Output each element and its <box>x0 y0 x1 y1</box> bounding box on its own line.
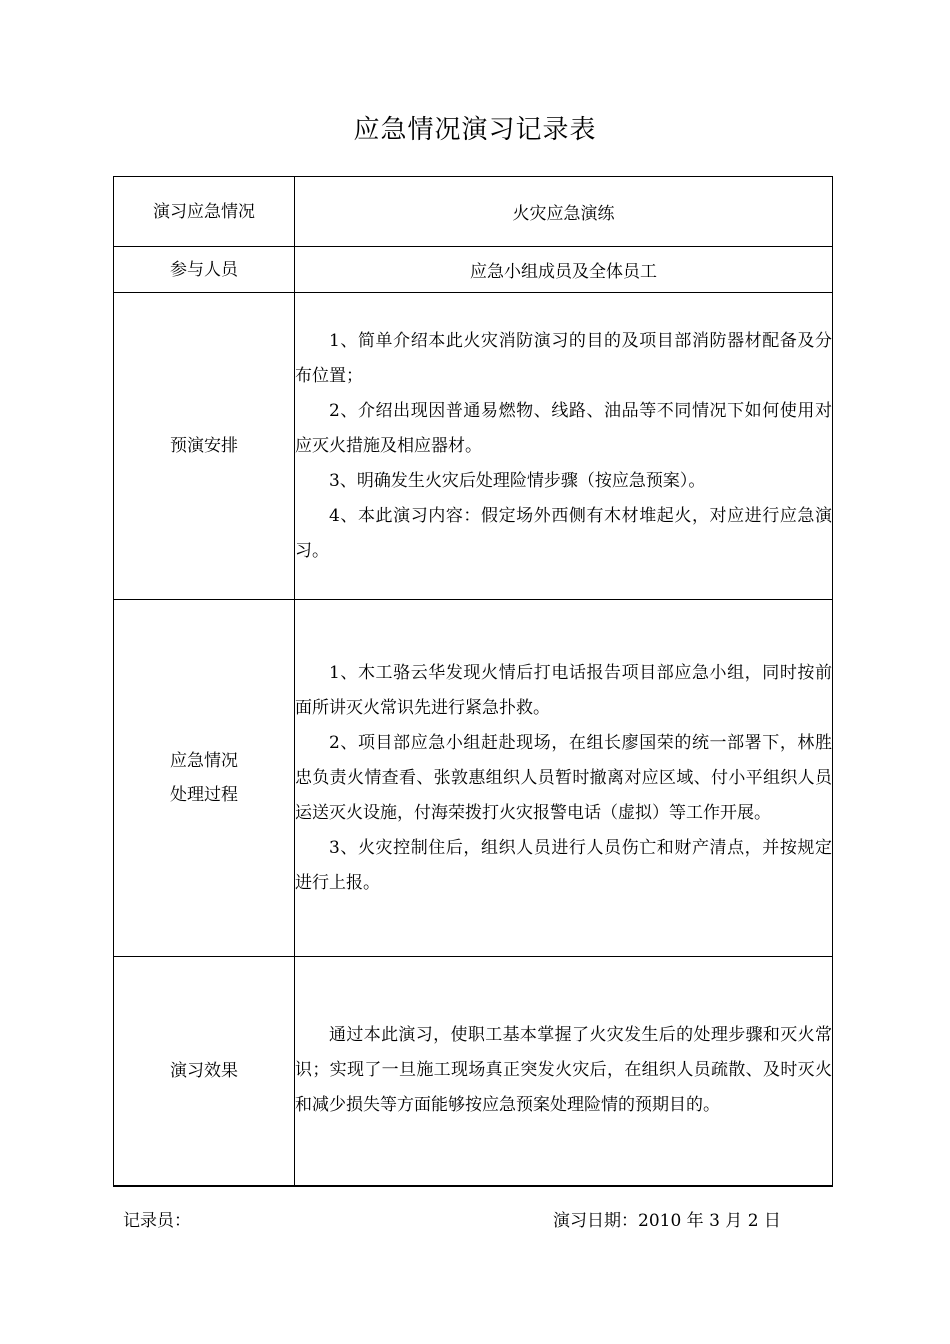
effect-item: 通过本此演习，使职工基本掌握了火灾发生后的处理步骤和灭火常识；实现了一旦施工现场真正突发火灾后，在组织人员疏散、及时灭火和减少损失等方面能够按应急预案处理险情的预期目的。 <box>295 1025 832 1116</box>
table-row <box>114 600 833 957</box>
arrangement-item: 2、介绍出现因普通易燃物、线路、油品等不同情况下如何使用对应灭火措施及相应器材。 <box>295 400 832 456</box>
process-item: 1、木工骆云华发现火情后打电话报告项目部应急小组，同时按前面所讲灭火常识先进行紧急扑救。 <box>295 662 832 718</box>
process-content <box>295 600 833 957</box>
arrangement-item: 4、本此演习内容：假定场外西侧有木材堆起火，对应进行应急演习。 <box>295 505 832 561</box>
arrangement-item: 1、简单介绍本此火灾消防演习的目的及项目部消防器材配备及分布位置； <box>295 330 832 386</box>
participants-value: 应急小组成员及全体员工 <box>295 247 833 293</box>
situation-label: 演习应急情况 <box>114 177 295 247</box>
table-row <box>114 957 833 1186</box>
drill-record-table <box>113 176 833 1187</box>
arrangement-item: 3、明确发生火灾后处理险情步骤（按应急预案）。 <box>329 470 706 491</box>
page-title: 应急情况演习记录表 <box>353 115 597 145</box>
table-row <box>114 293 833 600</box>
effect-label: 演习效果 <box>114 957 295 1186</box>
arrangement-label: 预演安排 <box>114 293 295 600</box>
process-label <box>114 600 295 957</box>
situation-value: 火灾应急演练 <box>295 177 833 247</box>
table-row <box>114 177 833 247</box>
drill-date: 演习日期：2010 年 3 月 2 日 <box>553 1211 781 1231</box>
table-row <box>114 247 833 293</box>
process-label-line: 应急情况 <box>170 751 238 771</box>
participants-label: 参与人员 <box>114 247 295 293</box>
recorder-field: 记录员： <box>123 1211 191 1231</box>
process-label-line: 处理过程 <box>170 785 238 805</box>
process-item: 2、项目部应急小组赶赴现场，在组长廖国荣的统一部署下，林胜忠负责火情查看、张敦惠组织人员暂时撤离对应区域、付小平组织人员运送灭火设施，付海荣拨打火灾报警电话（虚拟）等工作开展。 <box>295 732 832 823</box>
process-item: 3、火灾控制住后，组织人员进行人员伤亡和财产清点，并按规定进行上报。 <box>295 837 832 893</box>
effect-content <box>295 957 833 1186</box>
arrangement-content <box>295 293 833 600</box>
